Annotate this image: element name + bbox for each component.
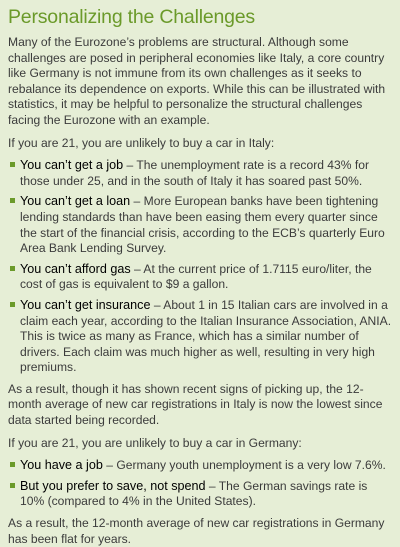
bullet-icon [10,302,15,307]
bullet-icon [10,198,15,203]
item-lead: You can’t get a job [20,158,124,173]
item-text: – About 1 in 15 Italian cars are involved in a claim each year, according to the Italian Insurance Association, ANIA. This is twice as many as France, which has a similar number of drivers. Each claim was much higher as well, resulting in very high premiums. [20,297,392,375]
item-lead: But you prefer to save, not spend [20,478,206,493]
list-item [8,298,392,376]
list-item [8,158,392,189]
item-lead: You have a job [20,458,103,473]
item-text: – The German savings rate is 10% (compared to 4% in the United States). [20,478,368,509]
germany-list [8,458,392,510]
item-lead: You can’t afford gas [20,261,131,276]
germany-conclusion: As a result, the 12-month average of new car registrations in Germany has been flat for years. [8,516,385,546]
article-title: Personalizing the Challenges [8,6,255,28]
list-item [8,479,392,510]
intro-paragraph: Many of the Eurozone’s problems are structural. Although some challenges are posed in peripheral economies like Italy, a core country like Germany is not immune from its own challenges as it seeks to rebalance its dependence on exports. While this can be illustrated with statistics, it may be helpful to personalize the structural challenges facing the Eurozone with an example. [8,35,386,127]
list-item [8,262,392,293]
item-text: – Germany youth unemployment is a very low 7.6%. [102,458,386,473]
list-item [8,458,392,474]
item-text: – The unemployment rate is a record 43% for those under 25, and in the south of Italy it has soared past 50%. [20,158,369,188]
list-item [8,194,392,256]
italy-lead-in: If you are 21, you are unlikely to buy a car in Italy: [8,135,275,150]
italy-list [8,158,392,376]
bullet-icon [10,162,15,167]
bullet-icon [10,483,15,488]
bullet-icon [10,266,15,271]
item-text: – More European banks have been tightening lending standards than have been easing them every quarter since the start of the financial crisis, according to the ECB’s quarterly Euro Area Bank Lending Survey. [20,194,385,256]
item-lead: You can’t get a loan [20,194,131,209]
bullet-icon [10,462,15,467]
item-text: – At the current price of 1.7115 euro/liter, the cost of gas is equivalent to $9 a gallon. [20,261,372,292]
italy-conclusion: As a result, though it has shown recent signs of picking up, the 12-month average of new car registrations in Italy is now the lowest since data started being recorded. [8,381,383,428]
item-lead: You can’t get insurance [20,297,151,312]
germany-lead-in: If you are 21, you are unlikely to buy a car in Germany: [8,435,302,450]
